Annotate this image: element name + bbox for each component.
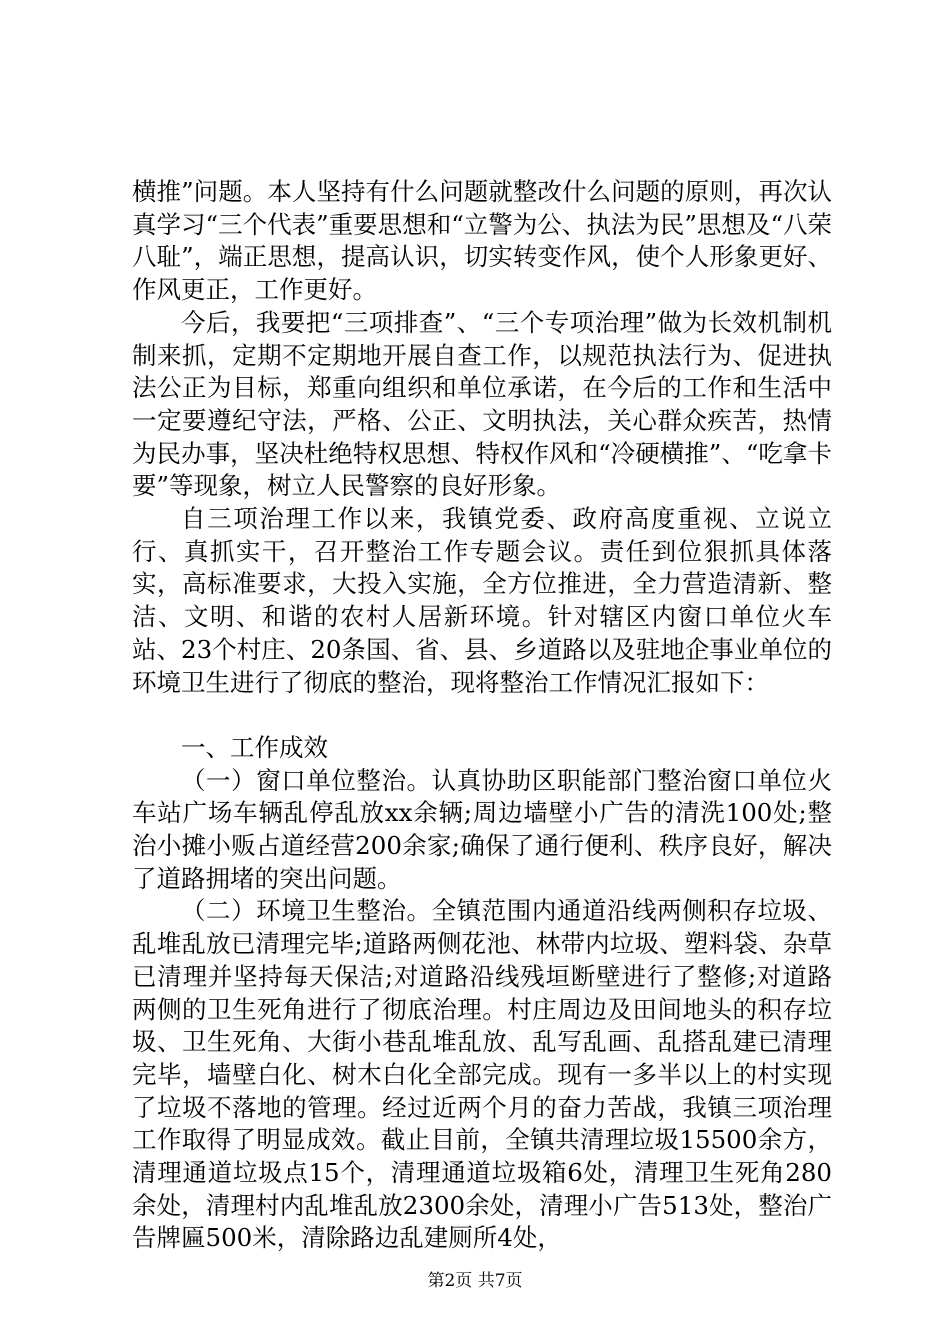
paragraph-continuation: 横推”问题。本人坚持有什么问题就整改什么问题的原则，再次认真学习“三个代表”重要思想和“立警为公、执法为民”思想及“八荣八耻”，端正思想，提高认识，切实转变作风，使个人形象更好、作风更正，工作更好。	[132, 177, 832, 305]
subsection-environment: （二）环境卫生整治。全镇范围内通道沿线两侧积存垃圾、乱堆乱放已清理完毕;道路两侧花池、林带内垃圾、塑料袋、杂草已清理并坚持每天保洁;对道路沿线残垣断壁进行了整修;对道路两侧的卫生死角进行了彻底治理。村庄周边及田间地头的积存垃圾、卫生死角、大街小巷乱堆乱放、乱写乱画、乱搭乱建已清理完毕，墙壁白化、树木白化全部完成。现有一多半以上的村实现了垃圾不落地的管理。经过近两个月的奋力苦战，我镇三项治理工作取得了明显成效。截止目前，全镇共清理垃圾15500余方，清理通道垃圾点15个，清理通道垃圾箱6处，清理卫生死角280余处，清理村内乱堆乱放2300余处，清理小广告513处，整治广告牌匾500米，清除路边乱建厕所4处，	[132, 896, 832, 1253]
document-body	[132, 176, 832, 1255]
paragraph-introduction: 自三项治理工作以来，我镇党委、政府高度重视、立说立行、真抓实干，召开整治工作专题会议。责任到位狠抓具体落实，高标准要求，大投入实施，全方位推进，全力营造清新、整洁、文明、和谐的农村人居新环境。针对辖区内窗口单位火车站、23个村庄、20条国、省、县、乡道路以及驻地企事业单位的环境卫生进行了彻底的整治，现将整治工作情况汇报如下：	[132, 504, 832, 697]
paragraph-commitment: 今后，我要把“三项排查”、“三个专项治理”做为长效机制机制来抓，定期不定期地开展自查工作，以规范执法行为、促进执法公正为目标，郑重向组织和单位承诺，在今后的工作和生活中一定要遵纪守法，严格、公正、文明执法，关心群众疾苦，热情为民办事，坚决杜绝特权思想、特权作风和“冷硬横推”、“吃拿卡要”等现象，树立人民警察的良好形象。	[132, 307, 832, 501]
subsection-window-units: （一）窗口单位整治。认真协助区职能部门整治窗口单位火车站广场车辆乱停乱放xx余辆;周边墙壁小广告的清洗100处;整治小摊小贩占道经营200余家;确保了通行便利、秩序良好，解决了道路拥堵的突出问题。	[132, 765, 832, 893]
page-footer: 第2页 共7页	[427, 1271, 523, 1291]
section-heading: 一、工作成效	[181, 732, 328, 762]
